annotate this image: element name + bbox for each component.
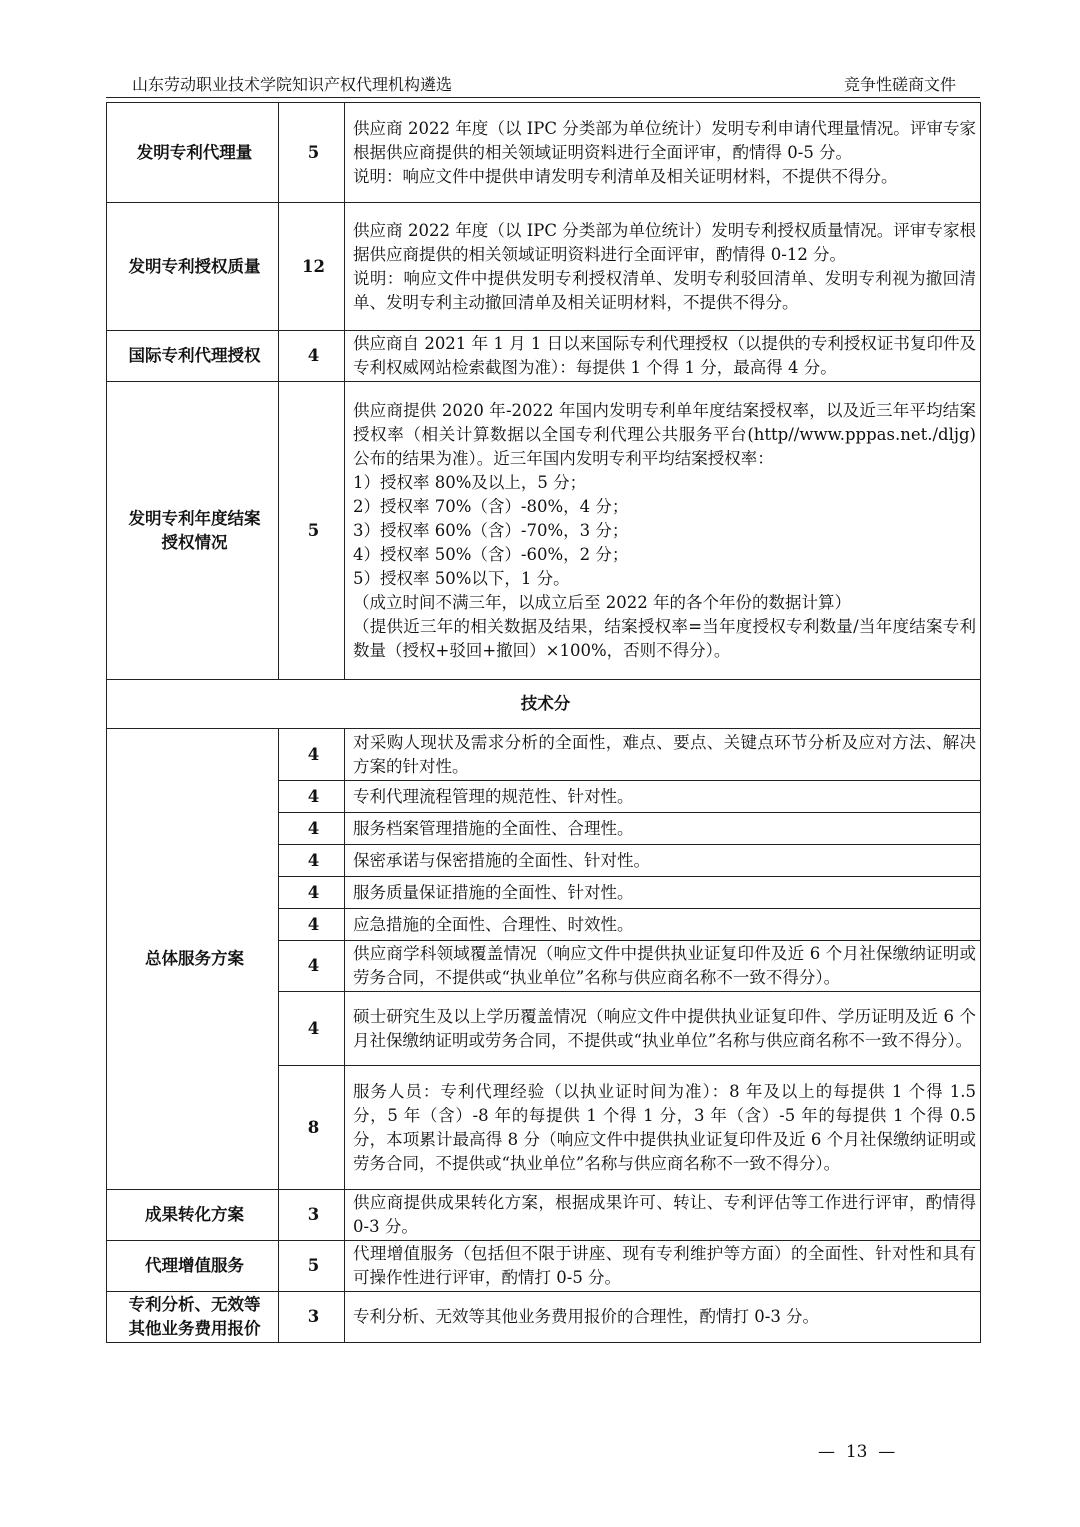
criteria-cell bbox=[345, 1190, 981, 1241]
criteria-cell bbox=[345, 729, 981, 781]
scoring-table bbox=[106, 102, 981, 1343]
item-name-cell-line: 代理增值服务 bbox=[145, 1256, 244, 1275]
item-name-cell-line: 国际专利代理授权 bbox=[128, 346, 261, 365]
item-name-cell bbox=[107, 1241, 279, 1292]
section-title: 技术分 bbox=[107, 680, 981, 729]
item-name-cell: 总体服务方案 bbox=[107, 729, 279, 1190]
criteria-cell bbox=[345, 382, 981, 680]
table-row bbox=[107, 331, 981, 382]
section-row bbox=[107, 680, 981, 729]
criteria-cell-line: 服务档案管理措施的全面性、合理性。 bbox=[353, 818, 634, 838]
criteria-cell-line: 说明：响应文件中提供发明专利授权清单、发明专利驳回清单、发明专利视为撤回清单、发明专利主动撤回清单及相关证明材料，不提供不得分。 bbox=[353, 268, 976, 312]
item-name-cell-line: 专利分析、无效等 bbox=[128, 1295, 261, 1314]
table-row bbox=[107, 203, 981, 331]
item-name-cell-line: 发明专利授权质量 bbox=[128, 256, 261, 276]
criteria-cell-line: 5）授权率 50%以下，1 分。 bbox=[353, 568, 570, 588]
criteria-cell-line: 代理增值服务（包括但不限于讲座、现有专利维护等方面）的全面性、针对性和具有可操作性进行评审，酌情打 0-5 分。 bbox=[353, 1244, 976, 1287]
criteria-cell-line: （成立时间不满三年，以成立后至 2022 年的各个年份的数据计算） bbox=[353, 592, 851, 612]
item-name-cell bbox=[107, 331, 279, 382]
criteria-cell-line: 应急措施的全面性、合理性、时效性。 bbox=[353, 914, 634, 934]
score-cell: 5 bbox=[279, 1241, 345, 1292]
criteria-cell-line: 专利代理流程管理的规范性、针对性。 bbox=[353, 786, 634, 806]
score-cell: 8 bbox=[279, 1066, 345, 1190]
criteria-cell-line: 供应商自 2021 年 1 月 1 日以来国际专利代理授权（以提供的专利授权证书复印件及专利权威网站检索截图为准）：每提供 1 个得 1 分，最高得 4 分。 bbox=[353, 334, 976, 377]
score-cell: 12 bbox=[279, 203, 345, 331]
header-divider bbox=[106, 97, 980, 98]
criteria-cell bbox=[345, 103, 981, 203]
score-cell: 4 bbox=[279, 992, 345, 1066]
item-name-cell bbox=[107, 203, 279, 331]
criteria-cell bbox=[345, 813, 981, 845]
criteria-cell-line: 供应商学科领域覆盖情况（响应文件中提供执业证复印件及近 6 个月社保缴纳证明或劳务合同，不提供或“执业单位”名称与供应商名称不一致不得分）。 bbox=[353, 944, 976, 987]
score-cell: 4 bbox=[279, 813, 345, 845]
criteria-cell-line: 供应商提供 2020 年-2022 年国内发明专利单年度结案授权率，以及近三年平均结案授权率（相关计算数据以全国专利代理公共服务平台(http//www.pppas.net./dljg)公布的结果为准）。近三年国内发明专利平均结案授权率： bbox=[353, 400, 976, 468]
criteria-cell-line: （提供近三年的相关数据及结果，结案授权率=当年度授权专利数量/当年度结案专利数量（授权+驳回+撤回）×100%，否则不得分）。 bbox=[353, 616, 976, 660]
page-number-dash-right: — bbox=[867, 1442, 896, 1462]
score-cell: 4 bbox=[279, 781, 345, 813]
criteria-cell-line: 服务人员：专利代理经验（以执业证时间为准）：8 年及以上的每提供 1 个得 1.5 分，5 年（含）-8 年的每提供 1 个得 1 分，3 年（含）-5 年的每提供 1 个得 0.5 分，本项累计最高得 8 分（响应文件中提供执业证复印件及近 6 个月社保缴纳证明或劳务合同，不提供或“执业单位”名称与供应商名称不一致不得分）。 bbox=[353, 1081, 976, 1173]
table-row bbox=[107, 1241, 981, 1292]
criteria-cell bbox=[345, 781, 981, 813]
score-cell: 3 bbox=[279, 1292, 345, 1343]
header-document-type: 竞争性磋商文件 bbox=[843, 75, 956, 94]
criteria-cell-line: 1）授权率 80%及以上，5 分； bbox=[353, 472, 587, 492]
header-document-title: 山东劳动职业技术学院知识产权代理机构遴选 bbox=[132, 75, 453, 94]
table-row bbox=[107, 1190, 981, 1241]
item-name-cell-line: 发明专利年度结案 bbox=[128, 508, 261, 528]
criteria-cell bbox=[345, 1066, 981, 1190]
criteria-cell bbox=[345, 1241, 981, 1292]
criteria-cell bbox=[345, 331, 981, 382]
page-number bbox=[818, 1442, 895, 1462]
criteria-cell-line: 供应商 2022 年度（以 IPC 分类部为单位统计）发明专利申请代理量情况。评审专家根据供应商提供的相关领域证明资料进行全面评审，酌情得 0-5 分。 bbox=[353, 118, 976, 162]
criteria-cell-line: 服务质量保证措施的全面性、针对性。 bbox=[353, 882, 634, 902]
criteria-cell bbox=[345, 941, 981, 992]
item-name-cell bbox=[107, 103, 279, 203]
criteria-cell-line: 供应商提供成果转化方案，根据成果许可、转让、专利评估等工作进行评审，酌情得 0-3 分。 bbox=[353, 1193, 976, 1236]
criteria-cell bbox=[345, 845, 981, 877]
criteria-cell-line: 硕士研究生及以上学历覆盖情况（响应文件中提供执业证复印件、学历证明及近 6 个月社保缴纳证明或劳务合同，不提供或“执业单位”名称与供应商名称不一致不得分）。 bbox=[353, 1006, 976, 1050]
score-cell: 4 bbox=[279, 877, 345, 909]
score-cell: 5 bbox=[279, 103, 345, 203]
score-cell: 4 bbox=[279, 909, 345, 941]
score-cell: 4 bbox=[279, 331, 345, 382]
score-cell: 5 bbox=[279, 382, 345, 680]
criteria-cell-line: 专利分析、无效等其他业务费用报价的合理性，酌情打 0-3 分。 bbox=[353, 1307, 820, 1326]
criteria-cell-line: 4）授权率 50%（含）-60%，2 分； bbox=[353, 544, 629, 564]
criteria-cell bbox=[345, 992, 981, 1066]
item-name-cell-line: 其他业务费用报价 bbox=[128, 1319, 261, 1338]
item-name-cell bbox=[107, 1190, 279, 1241]
criteria-cell-line: 对采购人现状及需求分析的全面性，难点、要点、关键点环节分析及应对方法、解决方案的针对性。 bbox=[353, 732, 976, 776]
item-name-cell-line: 成果转化方案 bbox=[145, 1205, 244, 1224]
criteria-cell bbox=[345, 203, 981, 331]
criteria-cell bbox=[345, 1292, 981, 1343]
score-cell: 4 bbox=[279, 941, 345, 992]
page-number-dash-left: — bbox=[818, 1442, 846, 1462]
table-row bbox=[107, 103, 981, 203]
item-name-cell-line: 授权情况 bbox=[161, 532, 228, 552]
criteria-cell-line: 2）授权率 70%（含）-80%，4 分； bbox=[353, 496, 629, 516]
item-name-cell-line: 发明专利代理量 bbox=[136, 142, 253, 162]
page-number-value: 13 bbox=[845, 1442, 868, 1462]
criteria-cell-line: 3）授权率 60%（含）-70%，3 分； bbox=[353, 520, 629, 540]
criteria-cell bbox=[345, 909, 981, 941]
score-cell: 4 bbox=[279, 729, 345, 781]
criteria-cell-line: 保密承诺与保密措施的全面性、针对性。 bbox=[353, 850, 650, 870]
table-row bbox=[107, 1292, 981, 1343]
item-name-cell bbox=[107, 382, 279, 680]
score-cell: 4 bbox=[279, 845, 345, 877]
criteria-cell-line: 供应商 2022 年度（以 IPC 分类部为单位统计）发明专利授权质量情况。评审专家根据供应商提供的相关领域证明资料进行全面评审，酌情得 0-12 分。 bbox=[353, 220, 976, 264]
score-cell: 3 bbox=[279, 1190, 345, 1241]
item-name-cell bbox=[107, 1292, 279, 1343]
criteria-cell-line: 说明：响应文件中提供申请发明专利清单及相关证明材料，不提供不得分。 bbox=[353, 166, 898, 186]
table-row bbox=[107, 382, 981, 680]
table-row bbox=[107, 729, 981, 781]
criteria-cell bbox=[345, 877, 981, 909]
